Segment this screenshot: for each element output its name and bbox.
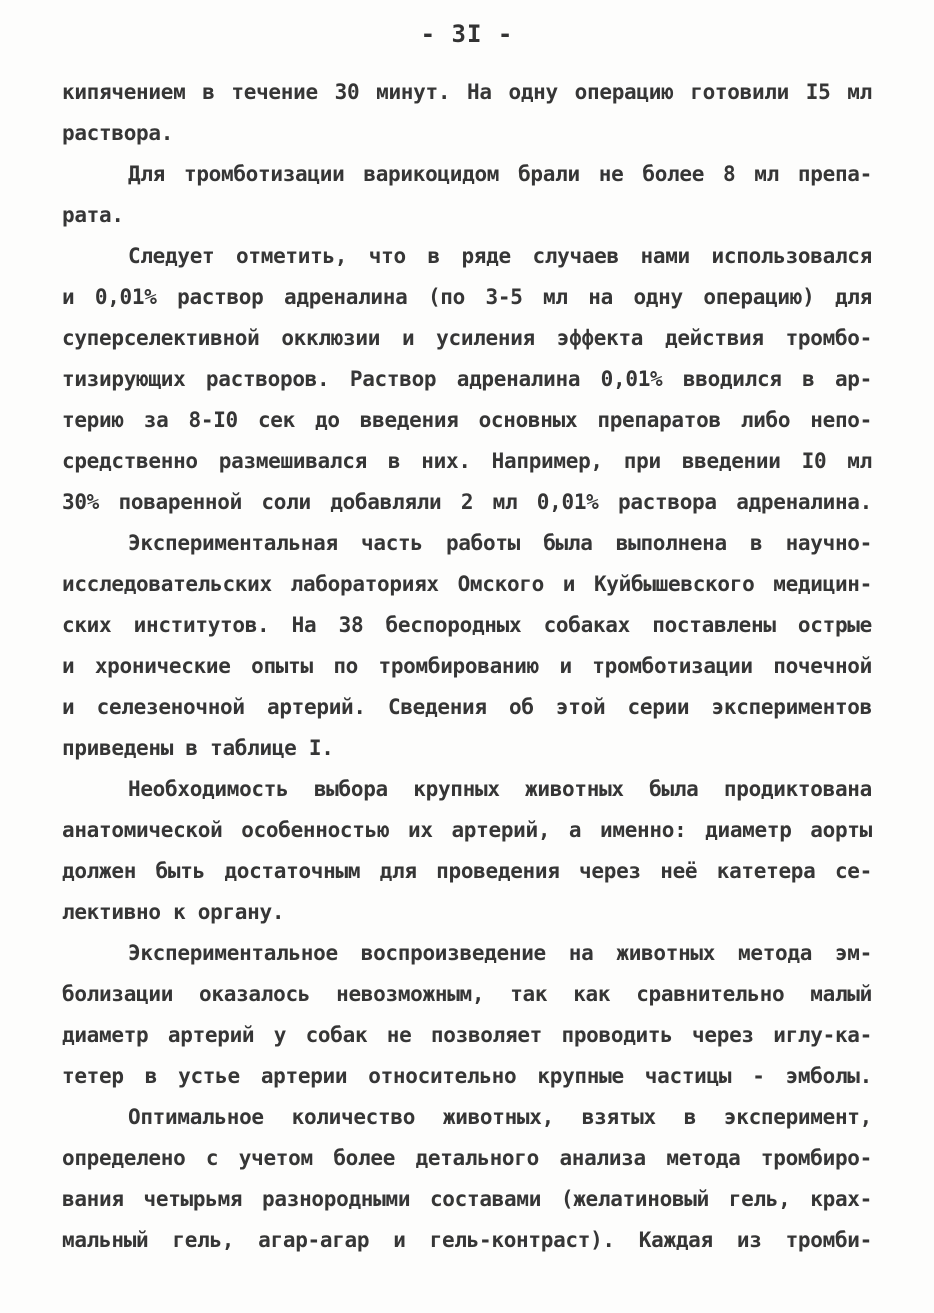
text-line: 30% поваренной соли добавляли 2 мл 0,01% раствора адреналина. bbox=[62, 490, 872, 514]
text-line: Экспериментальное воспроизведение на животных метода эм- bbox=[128, 941, 872, 965]
text-line: должен быть достаточным для проведения через неё катетера се- bbox=[62, 859, 872, 883]
text-line: кипячением в течение 30 минут. На одну операцию готовили I5 мл bbox=[62, 80, 872, 104]
body-text bbox=[62, 72, 872, 1261]
paragraph-6 bbox=[62, 933, 872, 1097]
text-line: и хронические опыты по тромбированию и тромботизации почечной bbox=[62, 654, 872, 678]
text-line: суперселективной окклюзии и усиления эффекта действия тромбо- bbox=[62, 326, 872, 350]
text-line: Для тромботизации варикоцидом брали не более 8 мл препа- bbox=[128, 162, 872, 186]
text-line: лективно к органу. bbox=[62, 900, 285, 924]
paragraph-5 bbox=[62, 769, 872, 933]
text-line: диаметр артерий у собак не позволяет проводить через иглу-ка- bbox=[62, 1023, 872, 1047]
text-line: и селезеночной артерий. Сведения об этой серии экспериментов bbox=[62, 695, 872, 719]
text-line: вания четырьмя разнородными составами (желатиновый гель, крах- bbox=[62, 1187, 872, 1211]
text-line: определено с учетом более детального анализа метода тромбиро- bbox=[62, 1146, 872, 1170]
text-line: ских институтов. На 38 беспородных собаках поставлены острые bbox=[62, 613, 872, 637]
text-line: тизирующих растворов. Раствор адреналина 0,01% вводился в ар- bbox=[62, 367, 872, 391]
text-line: рата. bbox=[62, 203, 124, 227]
page-number: - 3I - bbox=[420, 20, 514, 48]
text-line: терию за 8-I0 сек до введения основных препаратов либо непо- bbox=[62, 408, 872, 432]
text-line: анатомической особенностью их артерий, а именно: диаметр аорты bbox=[62, 818, 872, 842]
text-line: тетер в устье артерии относительно крупные частицы - эмболы. bbox=[62, 1064, 872, 1088]
text-line: Необходимость выбора крупных животных была продиктована bbox=[128, 777, 872, 801]
text-line: средственно размешивался в них. Например, при введении I0 мл bbox=[62, 449, 872, 473]
text-line: мальный гель, агар-агар и гель-контраст). Каждая из тромби- bbox=[62, 1228, 872, 1252]
text-line: Оптимальное количество животных, взятых в эксперимент, bbox=[128, 1105, 872, 1129]
text-line: Экспериментальная часть работы была выполнена в научно- bbox=[128, 531, 872, 555]
paragraph-2 bbox=[62, 154, 872, 236]
text-line: Следует отметить, что в ряде случаев нами использовался bbox=[128, 244, 872, 268]
text-line: приведены в таблице I. bbox=[62, 736, 334, 760]
text-line: раствора. bbox=[62, 121, 174, 145]
paragraph-4 bbox=[62, 523, 872, 769]
paragraph-7 bbox=[62, 1097, 872, 1261]
paragraph-1 bbox=[62, 72, 872, 154]
paragraph-3 bbox=[62, 236, 872, 523]
text-line: болизации оказалось невозможным, так как сравнительно малый bbox=[62, 982, 872, 1006]
text-line: и 0,01% раствор адреналина (по 3-5 мл на одну операцию) для bbox=[62, 285, 872, 309]
text-line: исследовательских лабораториях Омского и Куйбышевского медицин- bbox=[62, 572, 872, 596]
